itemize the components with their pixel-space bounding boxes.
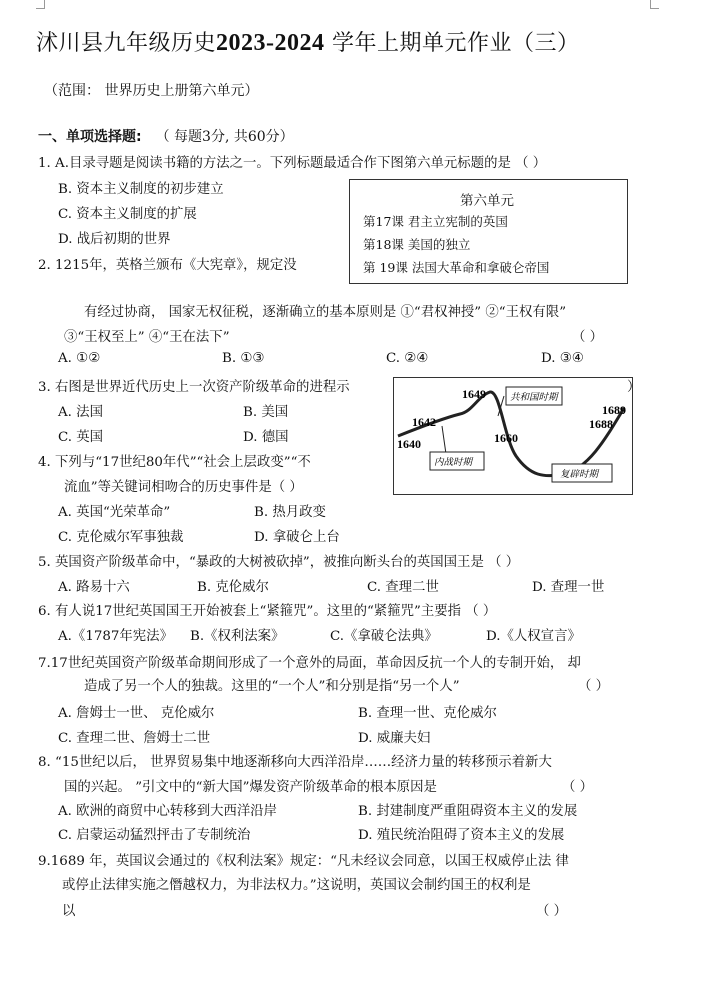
q5-option-d: D. 查理一世 xyxy=(532,580,605,595)
q2-stem-line3: ③“王权至上” ④“王在法下” xyxy=(64,330,230,345)
label-civil-war: 内战时期 xyxy=(434,457,473,468)
q4-option-d: D. 拿破仑上台 xyxy=(254,530,340,545)
section-heading: 一、单项选择题: （ 每题3分, 共60分） xyxy=(38,129,294,145)
revolution-process-figure xyxy=(393,377,633,495)
q1-stem: 1. A.目录寻题是阅读书籍的方法之一。下列标题最适合作下图第六单元标题的是 （ ） xyxy=(38,156,547,171)
q3-option-a: A. 法国 xyxy=(58,405,103,420)
q2-option-b: B. ①③ xyxy=(222,351,265,366)
q2-stem-line2: 有经过协商， 国家无权征税，逐渐确立的基本原则是 ①“君权神授” ②“王权有限” xyxy=(84,305,567,320)
year-1688: 1688 xyxy=(589,417,613,431)
q7-option-d: D. 威廉夫妇 xyxy=(358,731,431,746)
year-1642: 1642 xyxy=(412,415,436,429)
unit-lesson-19: 第 19课 法国大革命和拿破仑帝国 xyxy=(363,260,550,275)
q1-option-d: D. 战后初期的世界 xyxy=(58,232,171,247)
q8-stem-line2: 国的兴起。 ”引文中的“新大国”爆发资产阶级革命的根本原因是 xyxy=(64,780,437,795)
corner-mark-top-right xyxy=(650,0,659,9)
q9-stem-line2: 或停止法律实施之僭越权力，为非法权力。”这说明，英国议会制约国王的权利是 xyxy=(62,878,531,893)
q2-answer-paren: （ ） xyxy=(572,330,604,345)
q9-stem-line3: 以 xyxy=(62,904,76,919)
q6-option-d: D.《人权宣言》 xyxy=(486,629,581,644)
q6-option-c: C.《拿破仑法典》 xyxy=(330,629,438,644)
q7-stem-line1: 7.17世纪英国资产阶级革命期间形成了一个意外的局面，革命因反抗一个人的专制开始， 却 xyxy=(38,656,581,671)
q9-answer-paren: （ ） xyxy=(536,904,568,919)
corner-mark-top-left xyxy=(36,0,45,9)
q5-option-a: A. 路易十六 xyxy=(58,580,130,595)
year-1689: 1689 xyxy=(602,403,626,417)
q2-option-a: A. ①② xyxy=(58,351,101,366)
q3-answer-paren: ） xyxy=(627,380,641,395)
q4-option-a: A. 英国“光荣革命” xyxy=(58,505,171,520)
q2-option-c: C. ②④ xyxy=(386,351,429,366)
q3-option-b: B. 美国 xyxy=(243,405,289,420)
q6-option-a: A.《1787年宪法》 xyxy=(58,629,173,644)
q4-option-b: B. 热月政变 xyxy=(254,505,326,520)
scope-line: （范围： 世界历史上册第六单元） xyxy=(44,83,259,99)
q5-option-b: B. 克伦威尔 xyxy=(197,580,269,595)
q1-option-c: C. 资本主义制度的扩展 xyxy=(58,207,197,222)
q8-option-a: A. 欧洲的商贸中心转移到大西洋沿岸 xyxy=(58,804,278,819)
q7-option-c: C. 查理二世、詹姆士二世 xyxy=(58,731,211,746)
q8-stem-line1: 8. “15世纪以后， 世界贸易集中地逐渐移向大西洋沿岸……经济力量的转移预示着新大 xyxy=(38,755,552,770)
q8-option-b: B. 封建制度严重阻碍资本主义的发展 xyxy=(358,804,578,819)
label-republic: 共和国时期 xyxy=(510,392,558,403)
unit-lesson-18: 第18课 美国的独立 xyxy=(363,237,471,252)
unit-six-box xyxy=(349,179,628,284)
q6-stem: 6. 有人说17世纪英国国王开始被套上“紧箍咒”。这里的“紧箍咒”主要指 （ ） xyxy=(38,604,497,619)
q7-stem-line2: 造成了另一个人的独裁。这里的“一个人”和分别是指“另一个人” xyxy=(84,679,460,694)
q4-option-c: C. 克伦威尔军事独裁 xyxy=(58,530,184,545)
q2-option-d: D. ③④ xyxy=(541,351,584,366)
q3-option-c: C. 英国 xyxy=(58,430,104,445)
q9-stem-line1: 9.1689 年，英国议会通过的《权利法案》规定：“凡未经议会同意，以国王权威停止法 律 xyxy=(38,854,569,869)
q3-option-d: D. 德国 xyxy=(243,430,289,445)
unit-lesson-17: 第17课 君主立宪制的英国 xyxy=(363,214,508,229)
q5-stem: 5. 英国资产阶级革命中，“暴政的大树被砍掉”，被推向断头台的英国国王是 （ ） xyxy=(38,555,520,570)
q1-option-b: B. 资本主义制度的初步建立 xyxy=(58,182,224,197)
q8-answer-paren: （ ） xyxy=(562,780,594,795)
q4-stem-line1: 4. 下列与“17世纪80年代”“社会上层政变”“不 xyxy=(38,455,311,470)
label-restoration: 复辟时期 xyxy=(560,469,599,480)
civil-war-pointer xyxy=(442,426,446,454)
year-1649: 1649 xyxy=(462,387,486,401)
q6-option-b: B.《权利法案》 xyxy=(190,629,285,644)
unit-heading: 第六单元 xyxy=(460,193,514,209)
q7-answer-paren: （ ） xyxy=(578,679,610,694)
q8-option-c: C. 启蒙运动猛烈抨击了专制统治 xyxy=(58,828,251,843)
q3-stem: 3. 右图是世界近代历史上一次资产阶级革命的进程示 xyxy=(38,380,350,395)
q4-stem-line2: 流血”等关键词相吻合的历史事件是（ ） xyxy=(64,480,303,495)
q7-option-a: A. 詹姆士一世、 克伦威尔 xyxy=(58,706,215,721)
page-title: 沭川县九年级历史2023-2024 学年上期单元作业（三） xyxy=(36,30,580,56)
year-1660: 1660 xyxy=(494,431,518,445)
q5-option-c: C. 查理二世 xyxy=(367,580,439,595)
year-1640: 1640 xyxy=(397,437,421,451)
revolution-curve-diagram xyxy=(394,378,632,494)
q2-stem-line1: 2. 1215年，英格兰颁布《大宪章》，规定没 xyxy=(38,258,297,273)
q7-option-b: B. 查理一世、克伦威尔 xyxy=(358,706,497,721)
q8-option-d: D. 殖民统治阻碍了资本主义的发展 xyxy=(358,828,565,843)
